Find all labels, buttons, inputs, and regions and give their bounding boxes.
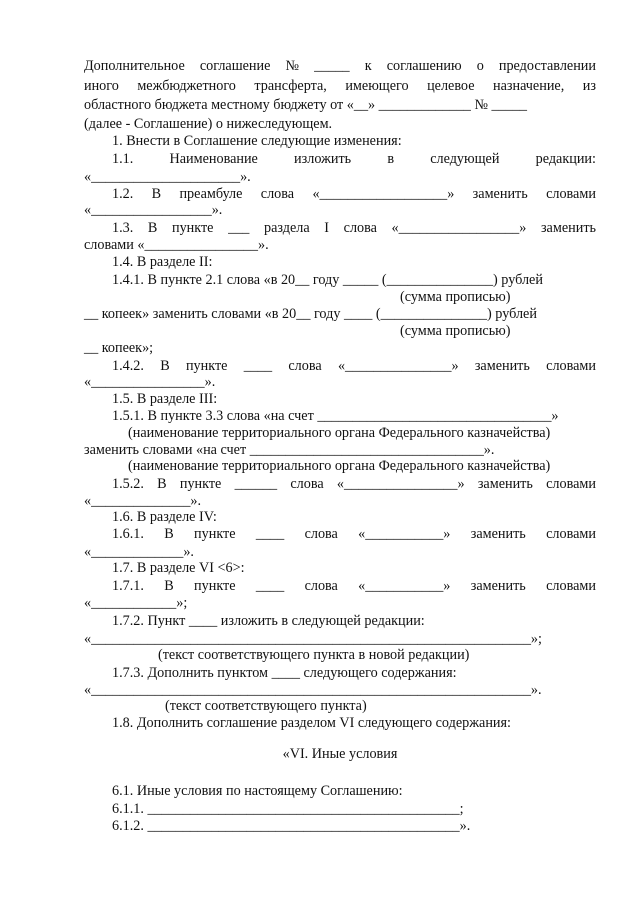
word: 1.7.1.: [112, 578, 144, 594]
word: заменить: [474, 358, 530, 374]
blank-field: ______: [234, 476, 278, 492]
word: 1.1.: [112, 151, 134, 167]
word: редакции:: [535, 151, 596, 167]
item-1-4-2-cont: «________________».: [84, 374, 216, 390]
word: 1.5.2.: [112, 476, 144, 492]
item-1-3: [112, 219, 596, 237]
item-1-7-2: 1.7.2. Пункт ____ изложить в следующей редакции:: [112, 613, 425, 629]
word: межбюджетного: [137, 78, 236, 94]
blank-field: ____: [243, 358, 273, 374]
caption-new-text: (текст соответствующего пункта в новой редакции): [158, 647, 470, 663]
word: слова: [260, 186, 295, 202]
blank-field: ___: [228, 220, 250, 236]
word: пункте: [185, 358, 228, 374]
item-1-4-1-cont: __ копеек» заменить словами «в 20__ году ____ (_______________) рублей: [84, 306, 537, 322]
word: изложить: [294, 151, 352, 167]
word: трансферта,: [254, 78, 327, 94]
item-6-1: 6.1. Иные условия по настоящему Соглашению:: [112, 783, 403, 799]
blank-field: ____: [255, 578, 285, 594]
word: 1.3.: [112, 220, 134, 236]
caption-treasury-body: (наименование территориального органа Федерального казначейства): [128, 458, 551, 474]
item-1-7-2-blank: «______________________________________________________________»;: [84, 631, 542, 647]
word: словами: [546, 358, 596, 374]
item-1-6-title: 1.6. В разделе IV:: [112, 509, 217, 525]
blank-field: «___________»: [358, 578, 451, 594]
caption-item-text: (текст соответствующего пункта): [165, 698, 367, 714]
word: В: [164, 578, 174, 594]
item-6-1-1: 6.1.1. ____________________________________________;: [112, 801, 464, 817]
item-1-6-1: [112, 525, 596, 543]
section-6-title: «VI. Иные условия: [282, 746, 398, 762]
word: №: [285, 58, 300, 74]
item-6-1-2: 6.1.2. ____________________________________________».: [112, 818, 471, 834]
word: I: [324, 220, 330, 236]
item-1-7-3: 1.7.3. Дополнить пунктом ____ следующего содержания:: [112, 665, 457, 681]
word: назначение,: [492, 78, 565, 94]
blank-field: «___________»: [358, 526, 451, 542]
item-1-7-title: 1.7. В разделе VI <6>:: [112, 560, 245, 576]
word: 1.6.1.: [112, 526, 144, 542]
word: В: [151, 186, 162, 202]
word: слова: [343, 220, 377, 236]
header-line-4: (далее - Соглашение) о нижеследующем.: [84, 116, 333, 132]
word: пункте: [194, 578, 236, 594]
item-1-7-3-blank: «______________________________________________________________».: [84, 682, 542, 698]
blank-field: «_________________»: [391, 220, 527, 236]
item-1: 1. Внести в Соглашение следующие изменения:: [112, 133, 402, 149]
word: заменить: [477, 476, 533, 492]
header-line-1: [84, 57, 596, 75]
item-1-1: [112, 150, 596, 168]
word: В: [164, 526, 174, 542]
word: словами: [546, 186, 596, 202]
blank-field: «__________________»: [312, 186, 455, 202]
item-1-4-1: 1.4.1. В пункте 2.1 слова «в 20__ году _____ (_______________) рублей: [112, 272, 543, 288]
word: пункте: [194, 526, 236, 542]
item-1-5-2: [112, 475, 596, 493]
item-1-3-cont: словами «________________».: [84, 237, 269, 253]
item-1-5-2-cont: «______________».: [84, 493, 202, 509]
item-1-7-1: [112, 577, 596, 595]
word: слова: [290, 476, 324, 492]
word: соглашение: [199, 58, 271, 74]
item-1-5-title: 1.5. В разделе III:: [112, 391, 218, 407]
word: целевое: [427, 78, 475, 94]
item-1-2-cont: «_________________».: [84, 202, 223, 218]
word: к: [364, 58, 372, 74]
word: слова: [304, 526, 338, 542]
word: словами: [546, 526, 596, 542]
caption-amount-in-words: (сумма прописью): [400, 323, 511, 339]
word: словами: [546, 578, 596, 594]
word: заменить: [472, 186, 528, 202]
word: Дополнительное: [84, 58, 185, 74]
word: Наименование: [169, 151, 258, 167]
word: в: [387, 151, 395, 167]
word: заменить: [470, 526, 526, 542]
item-1-4-title: 1.4. В разделе II:: [112, 254, 213, 270]
blank-field: «________________»: [336, 476, 465, 492]
word: из: [582, 78, 596, 94]
item-1-1-cont: «_____________________».: [84, 169, 251, 185]
caption-treasury-body: (наименование территориального органа Федерального казначейства): [128, 425, 551, 441]
word: иного: [84, 78, 119, 94]
word: заменить: [470, 578, 526, 594]
word: пункте: [172, 220, 214, 236]
word: слова: [288, 358, 322, 374]
word: В: [160, 358, 170, 374]
word: 1.4.2.: [112, 358, 144, 374]
blank-field: _____: [314, 58, 350, 74]
item-1-6-1-cont: «_____________».: [84, 544, 194, 560]
word: соглашению: [386, 58, 462, 74]
item-1-8: 1.8. Дополнить соглашение разделом VI следующего содержания:: [112, 715, 511, 731]
word: 1.2.: [112, 186, 134, 202]
word: преамбуле: [179, 186, 243, 202]
item-1-5-1: 1.5.1. В пункте 3.3 слова «на счет _________________________________»: [112, 408, 559, 424]
word: о: [476, 58, 484, 74]
word: следующей: [430, 151, 500, 167]
word: имеющего: [345, 78, 409, 94]
item-1-4-1-end: __ копеек»;: [84, 340, 154, 356]
blank-field: ____: [255, 526, 285, 542]
word: пункте: [179, 476, 222, 492]
header-line-3: областного бюджета местному бюджету от «__» _____________ № _____: [84, 97, 528, 113]
item-1-5-1-cont: заменить словами «на счет _________________________________».: [84, 442, 495, 458]
word: В: [147, 220, 158, 236]
header-line-2: [84, 77, 596, 95]
word: словами: [546, 476, 596, 492]
blank-field: «_______________»: [337, 358, 459, 374]
item-1-7-1-cont: «____________»;: [84, 595, 188, 611]
word: В: [157, 476, 167, 492]
word: предоставлении: [498, 58, 596, 74]
caption-amount-in-words: (сумма прописью): [400, 289, 511, 305]
word: слова: [304, 578, 338, 594]
word: раздела: [264, 220, 310, 236]
word: заменить: [540, 220, 596, 236]
